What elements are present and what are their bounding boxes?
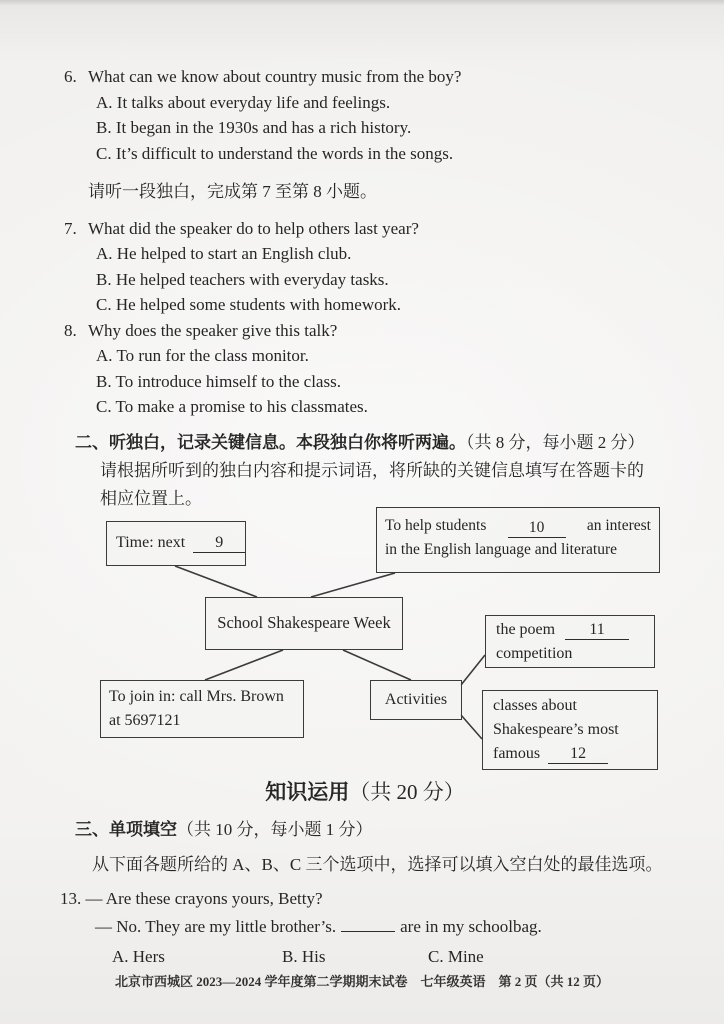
question-13-line-2 <box>95 913 666 941</box>
question-8-option-c: C. To make a promise to his classmates. <box>96 397 368 416</box>
question-13-line-1 <box>60 885 666 913</box>
question-number: 6. <box>64 67 77 86</box>
section-3-instruction: 从下面各题所给的 A、B、C 三个选项中，选择可以填入空白处的最佳选项。 <box>92 854 663 874</box>
join-line-2: at 5697121 <box>109 711 181 729</box>
diagram-purpose-box <box>376 507 660 573</box>
knowledge-section-heading <box>64 777 666 807</box>
question-number: 8. <box>64 320 77 340</box>
question-8-option-b: B. To introduce himself to the class. <box>96 371 341 391</box>
question-7-option-b: B. He helped teachers with everyday tasks. <box>96 269 389 289</box>
question-13-options <box>64 944 666 971</box>
answer-blank-12: 12 <box>548 744 608 764</box>
question-13-dialog-1: — Are these crayons yours, Betty? <box>85 888 323 908</box>
section-3-score: （共 10 分，每小题 1 分） <box>177 819 373 839</box>
poem-post: competition <box>496 644 573 662</box>
monologue-instruction: 请听一段独白，完成第 7 至第 8 小题。 <box>88 182 377 201</box>
question-6-stem <box>64 64 666 90</box>
question-7-stem <box>64 216 666 242</box>
diagram-poem-box <box>485 615 655 668</box>
answer-blank-9: 9 <box>193 533 245 553</box>
question-text: What did the speaker do to help others last year? <box>88 218 419 238</box>
section-3-title-main: 三、单项填空 <box>75 819 177 839</box>
purpose-line-2: in the English language and literature <box>385 540 617 558</box>
diagram-center-box: School Shakespeare Week <box>205 597 403 650</box>
question-13-dialog-2: — No. They are my little brother’s. <box>95 916 337 936</box>
section-2-header <box>64 429 666 513</box>
question-13 <box>60 885 666 971</box>
section-2-instruction-line-1: 请根据所听到的独白内容和提示词语，将所缺的关键信息填写在答题卡的 <box>100 460 644 480</box>
question-7-option-c: C. He helped some students with homework. <box>96 295 402 314</box>
diagram-classes-box <box>482 690 658 770</box>
diagram-join-box <box>100 680 304 738</box>
shakespeare-week-diagram <box>95 505 667 773</box>
question-text: Why does the speaker give this talk? <box>88 320 338 340</box>
answer-blank-10: 10 <box>508 518 566 538</box>
question-8 <box>64 318 666 420</box>
question-13-option-c: C. Mine <box>428 946 484 966</box>
diagram-time-box <box>106 521 246 566</box>
classes-pre: classes about Shakespeare’s most famous <box>493 696 619 762</box>
section-2-score: （共 8 分，每小题 2 分） <box>466 432 645 452</box>
question-6-option-c: C. It’s difficult to understand the words in the songs. <box>96 143 454 163</box>
purpose-line-1 <box>385 514 651 538</box>
question-7 <box>64 216 666 318</box>
section-3-title <box>75 817 666 843</box>
question-8-stem <box>64 318 666 344</box>
answer-blank-13 <box>341 918 395 932</box>
diagram-activities-box: Activities <box>370 680 462 720</box>
question-13-option-b: B. His <box>282 946 326 966</box>
question-8-option-a: A. To run for the class monitor. <box>96 346 309 365</box>
question-7-option-a: A. He helped to start an English club. <box>96 244 352 263</box>
section-2-title-main: 二、听独白，记录关键信息。本段独白你将听两遍。 <box>75 432 466 452</box>
question-13-option-a: A. Hers <box>112 946 165 966</box>
question-13-dialog-2-end: are in my schoolbag. <box>400 916 542 936</box>
heading-main: 知识运用 <box>265 779 350 804</box>
question-6-option-a: A. It talks about everyday life and feelings. <box>96 92 391 112</box>
time-label: Time: next <box>116 533 186 551</box>
section-2-instruction-line-2: 相应位置上。 <box>100 488 202 508</box>
question-6 <box>64 64 666 166</box>
heading-score: （共 20 分） <box>349 779 465 804</box>
purpose-mid: an interest <box>586 516 651 534</box>
answer-blank-11: 11 <box>565 620 629 640</box>
poem-pre: the poem <box>496 620 556 638</box>
join-line-1: To join in: call Mrs. Brown <box>109 687 284 705</box>
question-6-option-b: B. It began in the 1930s and has a rich history. <box>96 118 412 137</box>
section-2-title <box>75 429 666 457</box>
purpose-pre: To help students <box>385 516 487 534</box>
question-number: 13. <box>60 888 82 908</box>
question-number: 7. <box>64 218 77 238</box>
page-footer: 北京市西城区 2023—2024 学年度第二学期期末试卷 七年级英语 第 2 页（共 12 页） <box>114 974 609 989</box>
question-text: What can we know about country music from the boy? <box>88 67 462 86</box>
